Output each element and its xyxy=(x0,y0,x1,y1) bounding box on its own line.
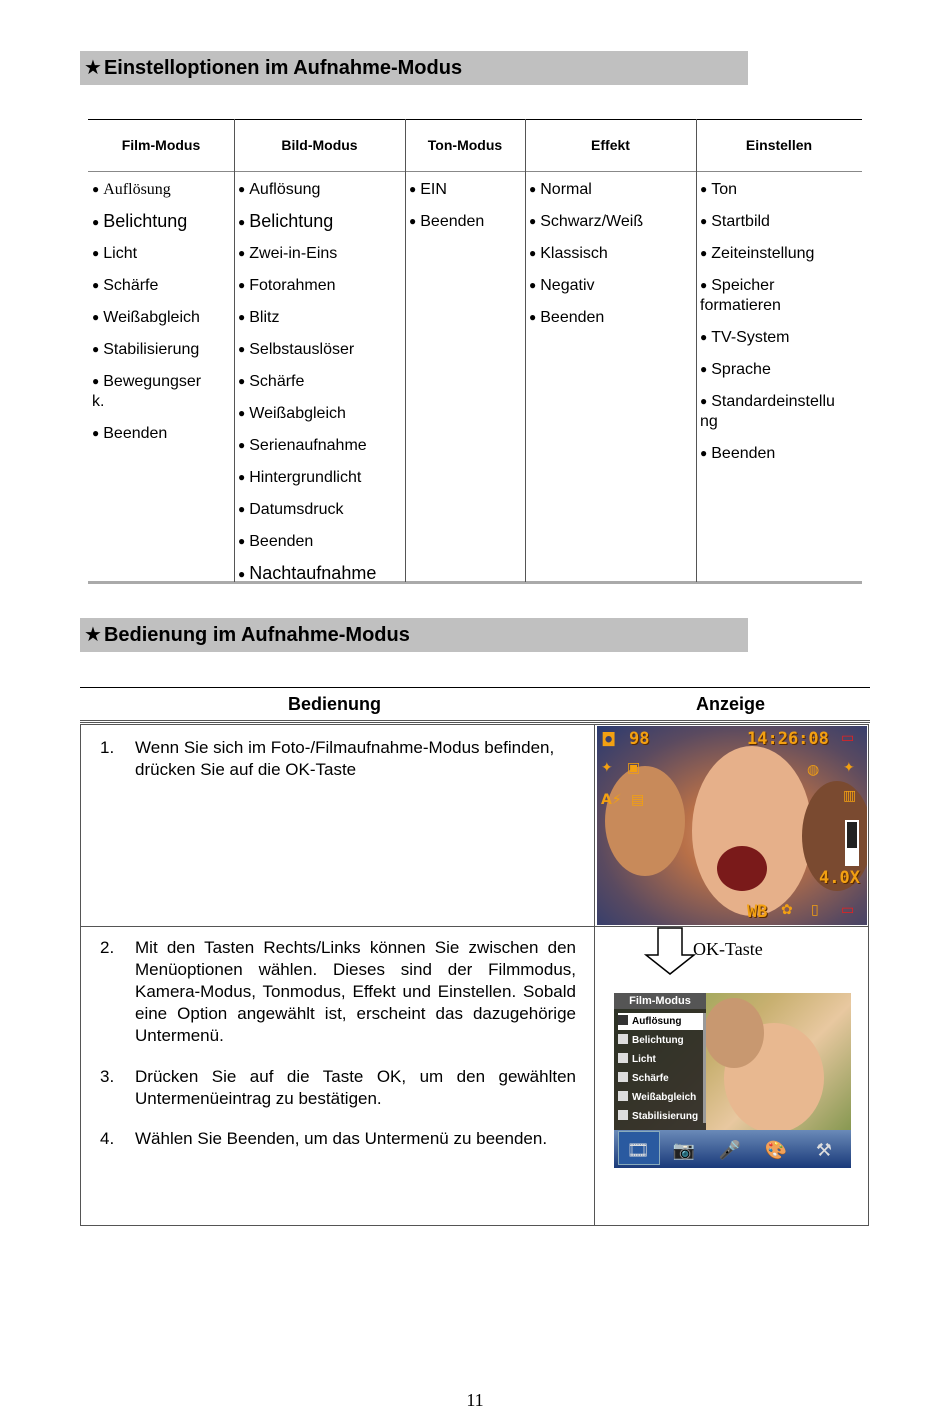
column-sound-mode xyxy=(405,119,525,584)
column-setup xyxy=(696,119,862,584)
list-item: ● Schärfe xyxy=(92,277,159,294)
battery-level-icon: ▭ xyxy=(841,902,855,918)
white-balance-icon xyxy=(618,1091,628,1101)
palette-icon[interactable]: 🎨 xyxy=(764,1140,788,1160)
menu-item-sharpness[interactable]: Schärfe xyxy=(618,1070,706,1087)
camera-icon[interactable]: 📷 xyxy=(672,1140,696,1160)
tools-icon[interactable]: ⚒ xyxy=(815,1140,833,1160)
column-header: Bild-Modus xyxy=(281,137,358,153)
white-balance-label: WB xyxy=(747,902,768,922)
list-item: ● TV-System xyxy=(700,329,790,346)
flash-icon: A⚡ xyxy=(601,792,622,808)
list-item: ● Beenden xyxy=(92,425,168,442)
menu-title: Film-Modus xyxy=(614,993,706,1009)
camera-preview-screen xyxy=(597,726,867,925)
list-item: ● Fotorahmen xyxy=(238,277,336,294)
section-title-text: Bedienung im Aufnahme-Modus xyxy=(103,624,410,646)
list-item: ● EIN xyxy=(409,181,447,198)
list-item: ● Bewegungser k. xyxy=(92,373,202,410)
zoom-level: 4.0X xyxy=(819,868,860,888)
list-item: ● Nachtaufnahme xyxy=(238,563,377,583)
list-item: ● Beenden xyxy=(409,213,485,230)
ok-button-label: OK-Taste xyxy=(693,939,763,959)
battery-icon: ▭ xyxy=(841,730,855,746)
print-icon: ▥ xyxy=(843,788,857,804)
list-item: ● Auflösung xyxy=(238,181,321,198)
list-item: ● Startbild xyxy=(700,213,770,230)
stabilization-icon xyxy=(618,1110,628,1120)
column-header: Ton-Modus xyxy=(427,137,503,153)
film-reel-icon[interactable]: 🎞 xyxy=(626,1140,650,1160)
memory-card-icon: ▯ xyxy=(811,902,819,918)
column-header: Film-Modus xyxy=(121,137,201,153)
flower-icon: ✿ xyxy=(781,902,793,918)
arrow-down-icon xyxy=(644,927,696,975)
star-icon: ★ xyxy=(84,624,102,646)
list-item: ● Licht xyxy=(92,245,138,262)
list-item: ● Selbstauslöser xyxy=(238,341,355,358)
star-icon: ✦ xyxy=(843,760,855,776)
list-item: ● Zwei-in-Eins xyxy=(238,245,338,262)
list-item: ● Belichtung xyxy=(92,211,188,231)
menu-item-resolution[interactable]: Auflösung xyxy=(618,1013,706,1030)
list-item: ● Zeiteinstellung xyxy=(700,245,815,262)
resolution-icon xyxy=(618,1015,628,1025)
list-item: ● Serienaufnahme xyxy=(238,437,367,454)
star-icon: ★ xyxy=(84,57,102,79)
clock: 14:26:08 xyxy=(747,729,829,749)
step-3: 3. Drücken Sie auf die Taste OK, um den gewählten Untermenüeintrag zu bestätigen. xyxy=(100,1067,576,1108)
exposure-icon xyxy=(618,1034,628,1044)
header-display: Anzeige xyxy=(696,694,766,714)
list-item: ● Standardeinstellu ng xyxy=(700,393,835,430)
list-item: ● Schwarz/Weiß xyxy=(529,213,644,230)
list-item: ● Normal xyxy=(529,181,592,198)
mode-bar xyxy=(614,1130,851,1168)
step-2: 2. Mit den Tasten Rechts/Links können Sie zwischen den Menüoptionen wählen. Dieses sind der Filmmodus, Kamera-Modus, Tonmodus, Effekt und Einstellen. Sobald eine Option angewählt ist, erscheint das dazugehörige Untermenü. xyxy=(100,938,576,1045)
menu-scrollbar[interactable] xyxy=(703,1013,706,1123)
menu-item-stabilization[interactable]: Stabilisierung xyxy=(618,1108,706,1125)
list-item: ● Schärfe xyxy=(238,373,305,390)
frame-icon: ▣ xyxy=(627,760,641,776)
list-item: ● Ton xyxy=(700,181,738,198)
list-item: ● Datumsdruck xyxy=(238,501,344,518)
list-item: ● Speicher formatieren xyxy=(700,277,781,314)
menu-item-exposure[interactable]: Belichtung xyxy=(618,1032,706,1049)
camera-menu-screen xyxy=(614,993,851,1168)
stabilizer-icon: ◍ xyxy=(807,762,820,778)
column-header: Einstellen xyxy=(745,137,813,153)
zoom-bar xyxy=(845,820,859,866)
list-item: ● Auflösung xyxy=(92,181,171,198)
list-item: ● Weißabgleich xyxy=(92,309,200,326)
menu-panel xyxy=(614,993,706,1130)
list-item: ● Sprache xyxy=(700,361,771,378)
column-effect xyxy=(525,119,696,584)
list-item: ● Weißabgleich xyxy=(238,405,346,422)
list-item: ● Belichtung xyxy=(238,211,334,231)
section-title-text: Einstelloptionen im Aufnahme-Modus xyxy=(103,57,463,79)
column-header: Effekt xyxy=(591,137,630,153)
list-item: ● Stabilisierung xyxy=(92,341,200,358)
list-item: ● Negativ xyxy=(529,277,595,294)
list-item: ● Hintergrundlicht xyxy=(238,469,362,486)
menu-item-white-balance[interactable]: Weißabgleich xyxy=(618,1089,706,1106)
menu-item-light[interactable]: Licht xyxy=(618,1051,706,1068)
list-item: ● Beenden xyxy=(238,533,314,550)
shots-left: 98 xyxy=(629,729,650,749)
page-number: 11 xyxy=(466,1390,484,1410)
list-item: ● Beenden xyxy=(529,309,605,326)
camera-icon: ◘ xyxy=(601,730,617,751)
header-operation: Bedienung xyxy=(288,694,381,714)
column-photo-mode xyxy=(234,119,405,584)
step-1: 1. Wenn Sie sich im Foto-/Filmaufnahme-Modus befinden, drücken Sie auf die OK-Taste xyxy=(100,738,555,779)
section-title-settings xyxy=(80,51,748,85)
step-4: 4. Wählen Sie Beenden, um das Untermenü zu beenden. xyxy=(100,1129,548,1148)
list-item: ● Klassisch xyxy=(529,245,608,262)
options-table xyxy=(88,119,862,584)
microphone-icon[interactable]: 🎤 xyxy=(718,1140,742,1160)
section-title-operation xyxy=(80,618,748,652)
sharpness-icon xyxy=(618,1072,628,1082)
list-item: ● Blitz xyxy=(238,309,280,326)
list-item: ● Beenden xyxy=(700,445,776,462)
burst-icon: ▤ xyxy=(631,792,645,808)
star-icon: ✦ xyxy=(601,760,613,776)
column-film-mode xyxy=(88,119,234,584)
light-icon xyxy=(618,1053,628,1063)
